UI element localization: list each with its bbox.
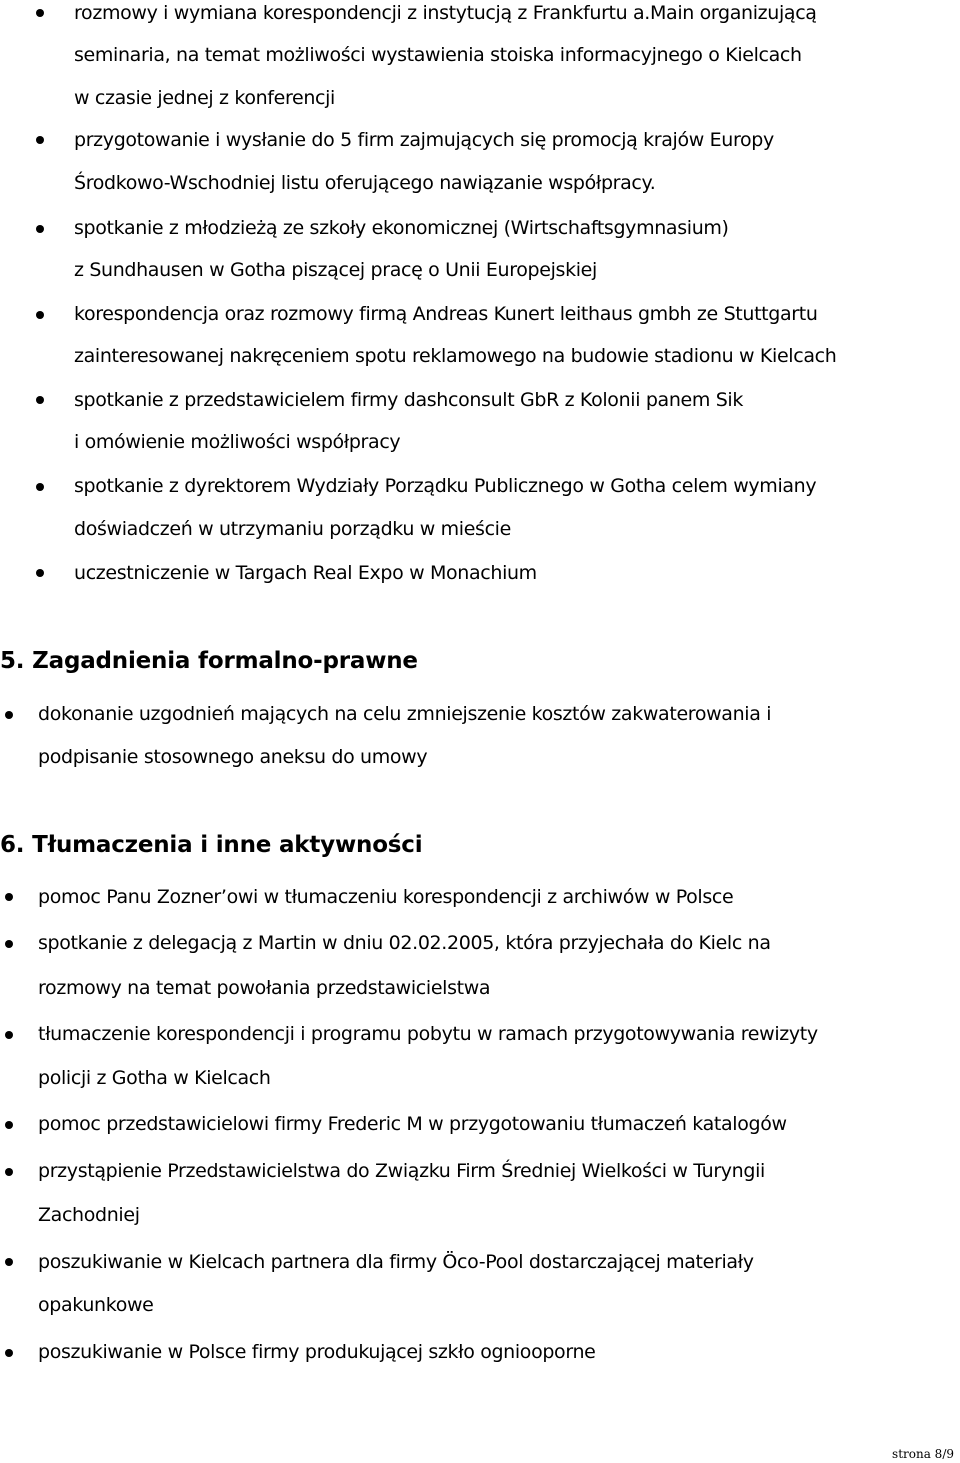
bullet — [36, 396, 44, 404]
bullet — [36, 483, 44, 491]
list-item-line: w czasie jednej z konferencji — [74, 87, 335, 109]
bullet — [36, 311, 44, 319]
bullet — [5, 711, 13, 719]
bullet — [36, 569, 44, 577]
list-item-line: i omówienie możliwości współpracy — [74, 431, 401, 453]
bullet — [5, 1121, 13, 1129]
list-item-line: poszukiwanie w Polsce firmy produkującej szkło ogniooporne — [38, 1341, 596, 1363]
list-item-line: podpisanie stosownego aneksu do umowy — [38, 746, 428, 768]
list-item-line: zainteresowanej nakręceniem spotu reklamowego na budowie stadionu w Kielcach — [74, 345, 837, 367]
list-item-line: pomoc przedstawicielowi firmy Frederic M w przygotowaniu tłumaczeń katalogów — [38, 1113, 787, 1135]
bullet — [5, 940, 13, 948]
bullet — [36, 225, 44, 233]
list-item-line: opakunkowe — [38, 1294, 154, 1316]
list-item-line: policji z Gotha w Kielcach — [38, 1067, 271, 1089]
list-item-line: spotkanie z delegacją z Martin w dniu 02.02.2005, która przyjechała do Kielc na — [38, 932, 771, 954]
bullet — [5, 1168, 13, 1176]
list-item-line: Zachodniej — [38, 1204, 140, 1226]
list-item-line: przystąpienie Przedstawicielstwa do Związku Firm Średniej Wielkości w Turyngii — [38, 1160, 765, 1182]
list-item-line: poszukiwanie w Kielcach partnera dla firmy Öco-Pool dostarczającej materiały — [38, 1251, 754, 1273]
list-item-line: Środkowo-Wschodniej listu oferującego nawiązanie współpracy. — [74, 172, 656, 194]
bullet — [5, 1349, 13, 1357]
list-item-line: spotkanie z dyrektorem Wydziały Porządku Publicznego w Gotha celem wymiany — [74, 475, 817, 497]
list-item-line: korespondencja oraz rozmowy firmą Andreas Kunert leithaus gmbh ze Stuttgartu — [74, 303, 818, 325]
list-item-line: spotkanie z młodzieżą ze szkoły ekonomicznej (Wirtschaftsgymnasium) — [74, 217, 729, 239]
list-item-line: dokonanie uzgodnień mających na celu zmniejszenie kosztów zakwaterowania i — [38, 703, 772, 725]
list-item-line: rozmowy i wymiana korespondencji z instytucją z Frankfurtu a.Main organizującą — [74, 2, 817, 24]
list-item-line: pomoc Panu Zozner’owi w tłumaczeniu korespondencji z archiwów w Polsce — [38, 886, 734, 908]
list-item-line: spotkanie z przedstawicielem firmy dashconsult GbR z Kolonii panem Sik — [74, 389, 743, 411]
bullet — [5, 1031, 13, 1039]
bullet — [36, 136, 44, 144]
list-item-line: przygotowanie i wysłanie do 5 firm zajmujących się promocją krajów Europy — [74, 129, 774, 151]
page-number: strona 8/9 — [892, 1447, 954, 1461]
bullet — [5, 893, 13, 901]
list-item-line: z Sundhausen w Gotha piszącej pracę o Unii Europejskiej — [74, 259, 597, 281]
section-heading: 6. Tłumaczenia i inne aktywności — [0, 832, 423, 858]
section-heading: 5. Zagadnienia formalno-prawne — [0, 648, 418, 674]
bullet — [5, 1258, 13, 1266]
list-item-line: tłumaczenie korespondencji i programu pobytu w ramach przygotowywania rewizyty — [38, 1023, 818, 1045]
list-item-line: doświadczeń w utrzymaniu porządku w mieście — [74, 518, 511, 540]
bullet — [36, 9, 44, 17]
list-item-line: uczestniczenie w Targach Real Expo w Monachium — [74, 562, 537, 584]
list-item-line: rozmowy na temat powołania przedstawicielstwa — [38, 977, 491, 999]
list-item-line: seminaria, na temat możliwości wystawienia stoiska informacyjnego o Kielcach — [74, 44, 802, 66]
